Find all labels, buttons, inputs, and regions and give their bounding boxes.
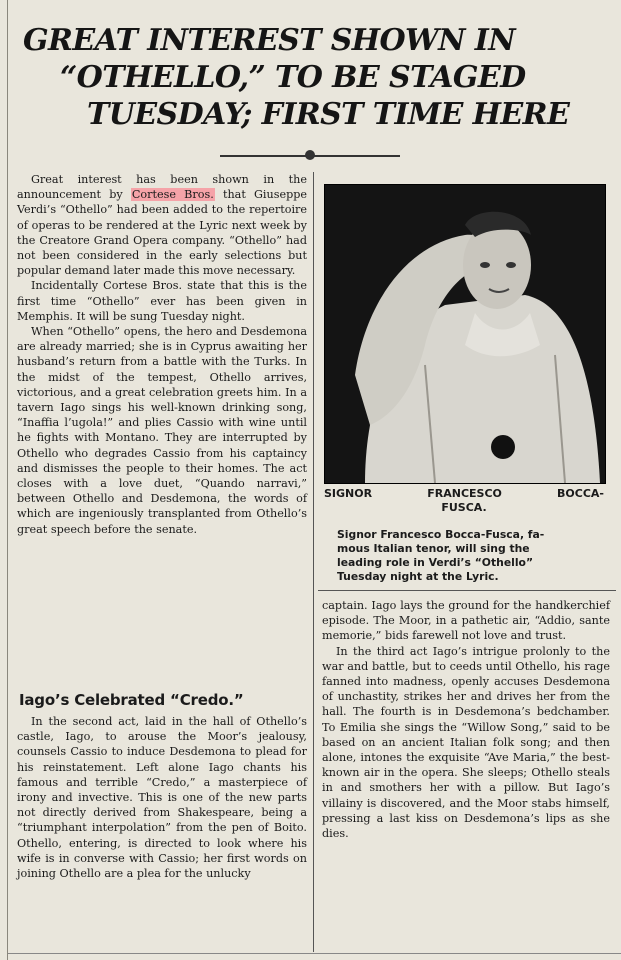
photo-description-line-4: Tuesday night at the Lyric. xyxy=(337,570,499,583)
caption-word-3: BOCCA- xyxy=(557,487,604,500)
article-column-right xyxy=(322,598,610,841)
paragraph-1 xyxy=(17,172,307,278)
paragraph-6: In the third act Iago’s intrigue prolonly to the war and battle, but to ceeds until Othello, his rage fanned into madness, openly accuses Desdemona of unchastity, strikes her and drives her from the hall. The fourth is in Desdemona’s bedchamber. To Emilia she sings the “Willow Song,” said to be based on an ancient Italian folk song; and then alone, intones the exquisite “Ave Maria,” the best-known air in the opera. She sleeps; Othello steals in and smothers her with a pillow. But Iago’s villainy is discovered, and the Moor stabs himself, pressing a last kiss on Desdemona’s lips as she dies. xyxy=(322,644,610,841)
article-column-left-bottom xyxy=(17,714,307,881)
paragraph-1-end: that Giuseppe Verdi’s “Othello” had been added to the repertoire of operas to be rendered at the Lyric next week by the Creatore Grand Opera company. “Othello” had not been considered in the early selections but popular demand later made this move necessary. xyxy=(17,188,308,278)
paragraph-2: Incidentally Cortese Bros. state that this is the first time “Othello” ever has been given in Memphis. It will be sung Tuesday night. xyxy=(17,279,307,323)
bottom-rule xyxy=(8,953,621,954)
portrait-illustration xyxy=(325,185,605,483)
caption-line-2: FUSCA. xyxy=(441,501,487,514)
article-column-left-top xyxy=(17,172,307,537)
photo-description xyxy=(337,528,609,584)
divider-ornament xyxy=(305,150,315,160)
photo-caption xyxy=(324,487,604,515)
photo-bottom-rule xyxy=(318,590,616,591)
paragraph-4: In the second act, laid in the hall of Othello’s castle, Iago, to arouse the Moor’s jealousy, counsels Cassio to induce Desdemona to plead for his reinstatement. Left alone Iago chants his famous and terrible “Credo,” a masterpiece of irony and invective. This is one of the new parts not directly derived from Shakespeare, being a “triumphant interpolation” from the pen of Boito. Othello, entering, is directed to look where his wife is in converse with Cassio; her first words on joining Othello are a plea for the unlucky xyxy=(17,715,307,881)
photo-description-line-2: mous Italian tenor, will sing the xyxy=(337,542,530,555)
headline xyxy=(10,22,616,133)
headline-line-3: TUESDAY; FIRST TIME HERE xyxy=(87,97,570,132)
headline-line-2: “OTHELLO,” TO BE STAGED xyxy=(60,60,526,95)
paragraph-3: When “Othello” opens, the hero and Desdemona are already married; she is in Cyprus awaiting her husband’s return from a battle with the Turks. In the midst of the tempest, Othello arrives, victorious, and a great celebration greets him. In a tavern Iago sings his well-known drinking song, “Inaffia l’ugola!” and plies Cassio with wine until he fights with Montano. They are interrupted by Othello who degrades Cassio from his captaincy and dismisses the people to their homes. The act closes with a love duet, “Quando narravi,” between Othello and Desdemona, the words of which are ingeniously transplanted from Othello’s great speech before the senate. xyxy=(17,325,307,536)
caption-word-2: FRANCESCO xyxy=(427,487,502,500)
portrait-photo xyxy=(324,184,606,484)
highlighted-text: Cortese Bros. xyxy=(131,188,214,202)
column-rule xyxy=(313,172,314,952)
paragraph-1-start: Great interest has been shown in the announcement by xyxy=(17,173,307,202)
left-margin-rule xyxy=(7,0,8,960)
caption-word-1: SIGNOR xyxy=(324,487,373,500)
photo-description-line-1: Signor Francesco Bocca-Fusca, fa- xyxy=(337,528,545,541)
subheading: Iago’s Celebrated “Credo.” xyxy=(19,691,244,709)
photo-description-line-3: leading role in Verdi’s “Othello” xyxy=(337,556,534,569)
headline-line-1: GREAT INTEREST SHOWN IN xyxy=(23,23,516,58)
paragraph-5: captain. Iago lays the ground for the handkerchief episode. The Moor, in a pathetic air, “Addio, sante memorie,” bids farewell not love and trust. xyxy=(322,599,610,643)
